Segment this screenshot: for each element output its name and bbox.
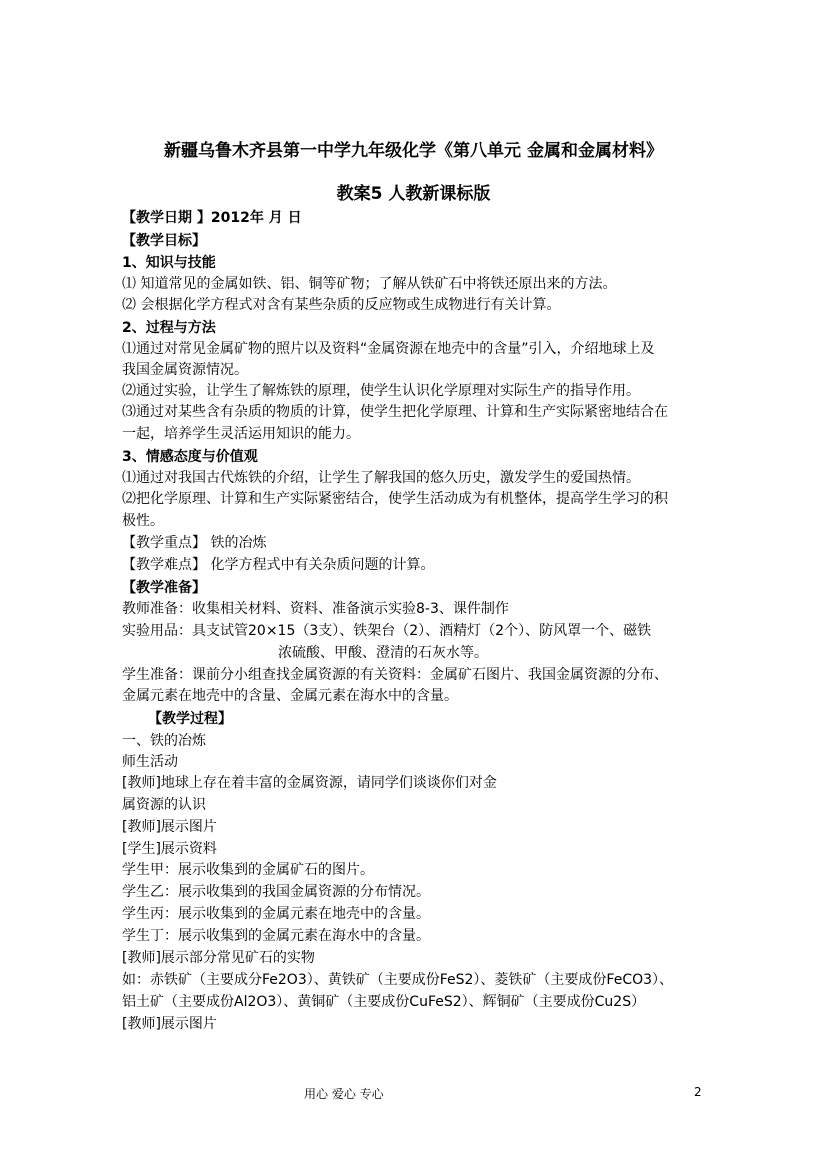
- teaching-date: 【教学日期 】2012年 月 日: [122, 210, 302, 226]
- document-title-line2: 教案5 人教新课标版: [336, 184, 491, 204]
- text-line: [教师]地球上存在着丰富的金属资源，请同学们谈谈你们对金: [122, 775, 497, 791]
- page-number: 2: [694, 1085, 702, 1099]
- text-line: ⑵ 会根据化学方程式对含有某些杂质的反应物或生成物进行有关计算。: [122, 297, 561, 313]
- footer-center-text: 用心 爱心 专心: [304, 1087, 384, 1101]
- text-line: ⑶通过对某些含有杂质的物质的计算，使学生把化学原理、计算和生产实际紧密地结合在: [122, 404, 668, 420]
- difficulty-line: 【教学难点】 化学方程式中有关杂质问题的计算。: [122, 557, 435, 573]
- text-line: 学生准备：课前分小组查找金属资源的有关资料：金属矿石图片、我国金属资源的分布、: [122, 667, 668, 683]
- text-line: [教师]展示图片: [122, 819, 217, 835]
- text-line: 教师准备：收集相关材料、资料、准备演示实验8-3、课件制作: [122, 601, 509, 617]
- text-line: ⑵通过实验，让学生了解炼铁的原理，使学生认识化学原理对实际生产的指导作用。: [122, 383, 640, 399]
- text-line: 金属元素在地壳中的含量、金属元素在海水中的含量。: [122, 688, 458, 704]
- text-line: 铝土矿（主要成份Al2O3）、黄铜矿（主要成份CuFeS2）、辉铜矿（主要成份Cu2S）: [122, 994, 646, 1010]
- text-line: ⑴ 知道常见的金属如铁、铝、铜等矿物；了解从铁矿石中将铁还原出来的方法。: [122, 276, 617, 292]
- text-line: 学生甲：展示收集到的金属矿石的图片。: [122, 862, 374, 878]
- text-line: ⑴通过对我国古代炼铁的介绍，让学生了解我国的悠久历史，激发学生的爱国热情。: [122, 470, 640, 486]
- text-line: ⑴通过对常见金属矿物的照片以及资料“金属资源在地壳中的含量”引入，介绍地球上及: [122, 341, 655, 357]
- text-line: 属资源的认识: [122, 797, 206, 813]
- subheading-process-methods: 2、过程与方法: [122, 320, 216, 336]
- text-line: [学生]展示资料: [122, 841, 217, 857]
- document-title-line1: 新疆乌鲁木齐县第一中学九年级化学《第八单元 金属和金属材料》: [164, 141, 663, 161]
- text-line: 师生活动: [122, 754, 178, 770]
- text-line: 学生丙：展示收集到的金属元素在地壳中的含量。: [122, 906, 430, 922]
- section-heading-process: 【教学过程】: [148, 711, 232, 727]
- section-heading-preparation: 【教学准备】: [122, 580, 206, 596]
- section-heading-objectives: 【教学目标】: [122, 233, 206, 249]
- subheading-knowledge-skills: 1、知识与技能: [122, 255, 216, 271]
- text-line: 一起，培养学生灵活运用知识的能力。: [122, 426, 360, 442]
- text-line: 浓硫酸、甲酸、澄清的石灰水等。: [278, 645, 488, 661]
- text-line: 极性。: [122, 513, 164, 529]
- text-line: ⑵把化学原理、计算和生产实际紧密结合，使学生活动成为有机整体，提高学生学习的积: [122, 491, 668, 507]
- text-line: [教师]展示图片: [122, 1016, 217, 1032]
- text-line: 一、铁的冶炼: [122, 733, 206, 749]
- text-line: 实验用品：具支试管20×15（3支）、铁架台（2）、酒精灯（2个）、防风罩一个、磁铁: [122, 623, 652, 639]
- text-line: 我国金属资源情况。: [122, 362, 248, 378]
- text-line: 如：赤铁矿（主要成分Fe2O3）、黄铁矿（主要成份FeS2）、菱铁矿（主要成份FeCO3）、: [122, 972, 674, 988]
- text-line: 学生丁：展示收集到的金属元素在海水中的含量。: [122, 928, 430, 944]
- text-line: [教师]展示部分常见矿石的实物: [122, 950, 315, 966]
- subheading-attitudes-values: 3、情感态度与价值观: [122, 449, 258, 465]
- key-point-line: 【教学重点】 铁的冶炼: [122, 535, 267, 551]
- text-line: 学生乙：展示收集到的我国金属资源的分布情况。: [122, 884, 430, 900]
